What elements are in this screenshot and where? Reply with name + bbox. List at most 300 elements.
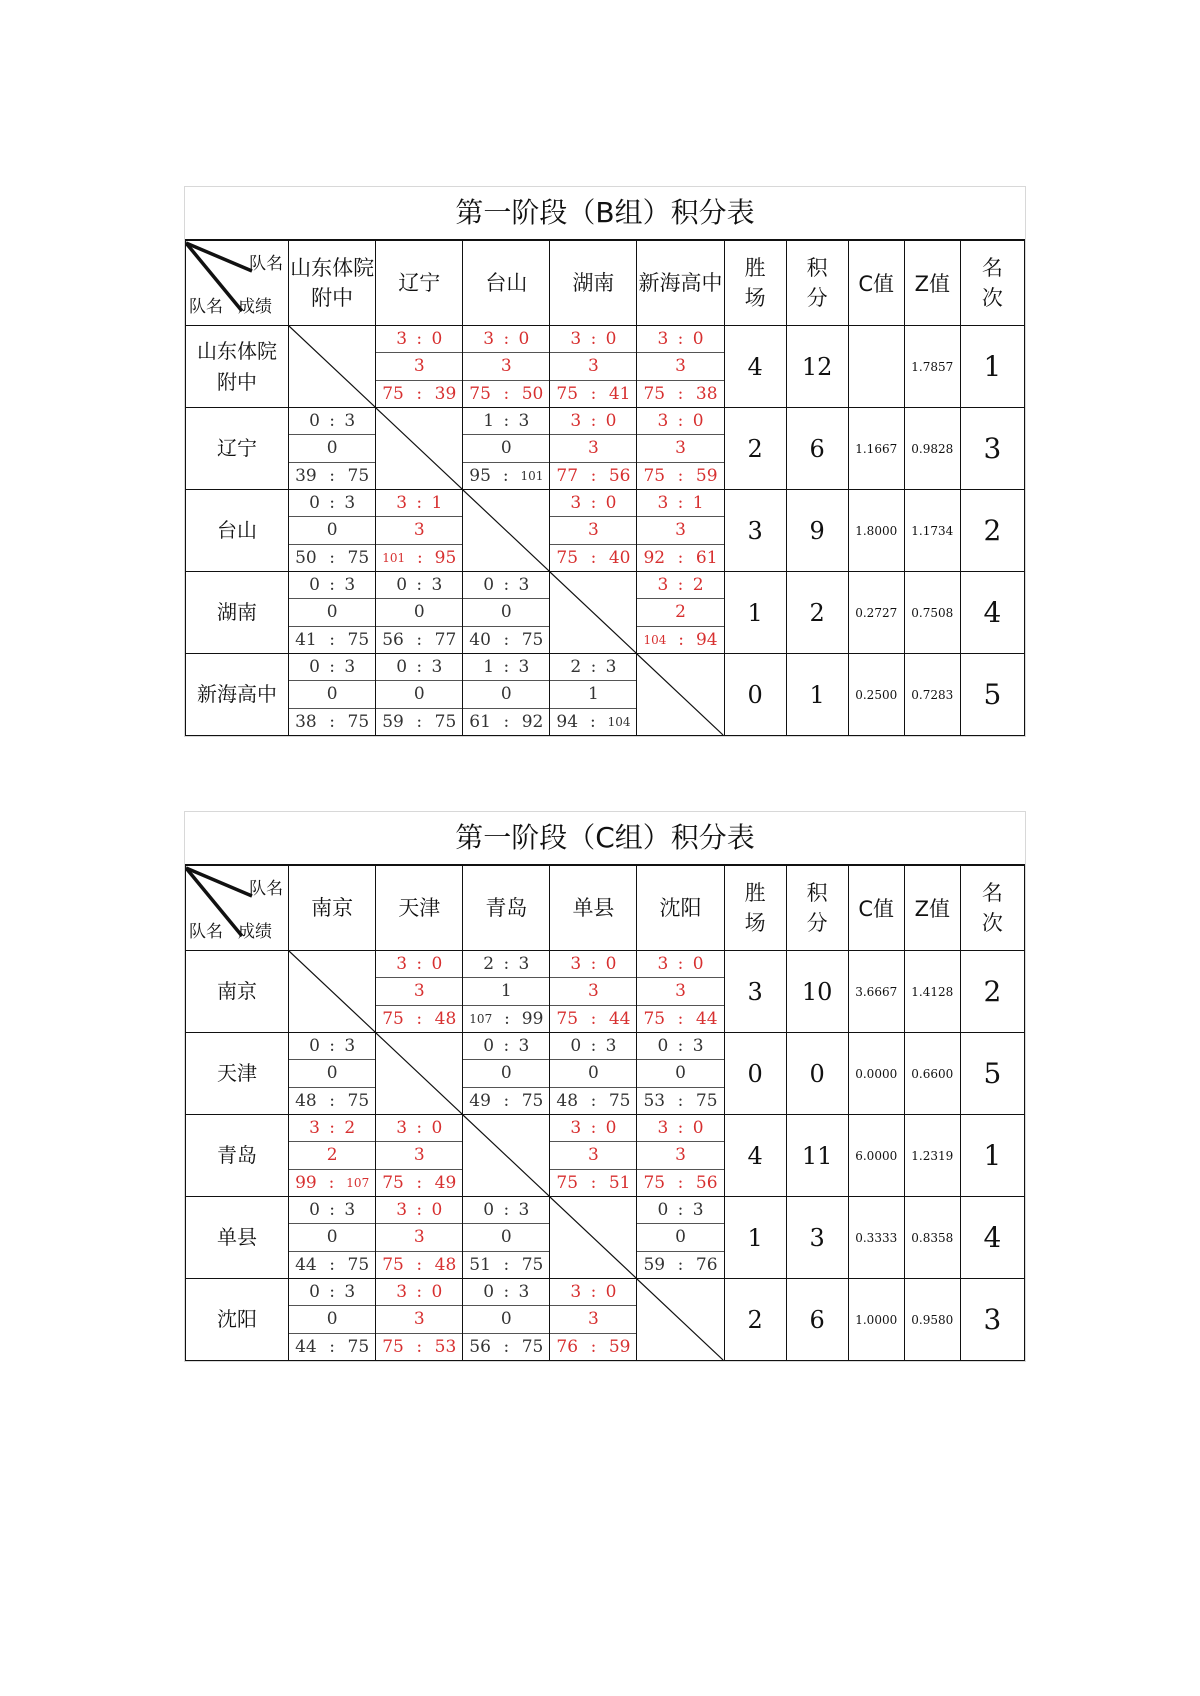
point-score-opp: 94: [695, 629, 718, 650]
match-result-cell: [463, 1279, 550, 1361]
set-score-own: 3: [396, 1282, 408, 1303]
point-score-colon: :: [677, 547, 684, 568]
point-score-colon: :: [590, 1172, 597, 1193]
rank-value: 1: [960, 1115, 1024, 1197]
set-score: [463, 951, 549, 978]
set-score-own: 3: [570, 954, 582, 975]
set-score-opp: 0: [605, 493, 617, 514]
header-row: [186, 866, 1025, 951]
set-score-own: 0: [309, 1200, 320, 1221]
cval-value: 0.2727: [848, 572, 904, 654]
match-points: 3: [637, 435, 723, 462]
rank-value: 1: [960, 326, 1024, 408]
table-row: [186, 408, 1025, 490]
set-score-colon: :: [677, 1200, 684, 1221]
match-result-stack: [376, 572, 462, 653]
rank-value: 4: [960, 1197, 1024, 1279]
set-score-colon: :: [677, 575, 684, 596]
set-score-colon: :: [590, 329, 597, 350]
standings-table: [185, 865, 1025, 1361]
point-score: [376, 627, 462, 653]
set-score-opp: 0: [518, 329, 530, 350]
point-score-opp: 92: [521, 711, 544, 732]
point-score-colon: :: [329, 465, 336, 486]
point-score-own: 92: [643, 547, 666, 568]
set-score: [463, 572, 549, 599]
set-score: [550, 951, 636, 978]
match-points: 0: [463, 599, 549, 626]
point-score-own: 56: [469, 1336, 491, 1357]
point-score: [637, 381, 723, 407]
match-result-stack: [463, 408, 549, 489]
point-score-own: 56: [382, 629, 404, 650]
match-points: 0: [463, 1060, 549, 1087]
point-score-own: 75: [382, 1336, 404, 1357]
point-score-own: 75: [556, 547, 579, 568]
column-header-team: [550, 241, 637, 326]
point-score-opp: 75: [347, 1254, 370, 1275]
set-score: [376, 1115, 462, 1142]
set-score-own: 3: [657, 954, 669, 975]
set-score-opp: 0: [692, 411, 704, 432]
point-score-colon: :: [504, 1008, 510, 1029]
set-score-own: 3: [657, 411, 669, 432]
point-score-colon: :: [590, 383, 597, 404]
set-score: [463, 326, 549, 353]
point-score-colon: :: [677, 1008, 684, 1029]
row-team-name: [186, 951, 289, 1033]
match-result-cell: [550, 1115, 637, 1197]
set-score-opp: 3: [344, 1200, 356, 1221]
set-score-colon: :: [503, 411, 510, 432]
point-score-own: 75: [556, 383, 579, 404]
set-score-own: 0: [309, 575, 320, 596]
row-team-name: [186, 654, 289, 736]
point-score-opp: 75: [347, 629, 370, 650]
set-score-opp: 0: [605, 1282, 617, 1303]
points-value: 9: [786, 490, 848, 572]
set-score: [376, 951, 462, 978]
set-score-own: 2: [483, 954, 495, 975]
diagonal-line: [637, 1279, 723, 1360]
cval-value: 1.1667: [848, 408, 904, 490]
column-header-rank-line2: 次: [981, 286, 1003, 310]
match-result-stack: [637, 572, 723, 653]
row-team-line1: 沈阳: [217, 1307, 258, 1331]
cval-value: 6.0000: [848, 1115, 904, 1197]
match-points: 1: [550, 681, 636, 708]
self-match-cell: [550, 1197, 637, 1279]
set-score-colon: :: [329, 575, 336, 596]
point-score-opp: 75: [347, 1336, 370, 1357]
set-score: [550, 1279, 636, 1306]
corner-header: [186, 241, 289, 326]
column-header-line1: 辽宁: [398, 271, 441, 295]
point-score-colon: :: [502, 465, 509, 486]
table-row: [186, 654, 1025, 736]
wins-value: 2: [724, 1279, 786, 1361]
set-score: [550, 490, 636, 517]
point-score-opp: 104: [607, 714, 631, 729]
row-team-name: [186, 408, 289, 490]
match-result-stack: [550, 1033, 636, 1114]
point-score-opp: 75: [347, 1090, 370, 1111]
table-row: [186, 1033, 1025, 1115]
point-score-colon: :: [503, 711, 510, 732]
match-result-cell: [637, 572, 724, 654]
column-header-wins: [724, 241, 786, 326]
set-score-opp: 3: [605, 1036, 617, 1057]
point-score-colon: :: [416, 1008, 423, 1029]
column-header-points-line1: 积: [806, 881, 828, 905]
row-team-line1: 南京: [217, 979, 258, 1003]
set-score: [289, 1279, 375, 1306]
diagonal-line: [289, 951, 375, 1032]
set-score-own: 3: [657, 1118, 669, 1139]
point-score-own: 75: [556, 1172, 579, 1193]
point-score: [463, 627, 549, 653]
set-score-own: 3: [570, 493, 582, 514]
point-score: [463, 709, 549, 735]
column-header-team: [463, 866, 550, 951]
point-score-colon: :: [416, 1254, 423, 1275]
set-score-opp: 0: [692, 1118, 704, 1139]
match-result-cell: [376, 326, 463, 408]
set-score-own: 0: [657, 1200, 669, 1221]
wins-value: 3: [724, 490, 786, 572]
point-score-own: 39: [295, 465, 317, 486]
row-team-line1: 新海高中: [197, 682, 278, 706]
cval-value: 0.3333: [848, 1197, 904, 1279]
point-score-opp: 75: [521, 1254, 544, 1275]
match-points: 0: [376, 681, 462, 708]
set-score-colon: :: [329, 411, 336, 432]
match-result-cell: [289, 408, 376, 490]
set-score-colon: :: [503, 1282, 510, 1303]
row-team-line2: 附中: [217, 369, 258, 394]
set-score-own: 0: [483, 1282, 495, 1303]
point-score-own: 75: [469, 383, 491, 404]
point-score-opp: 44: [608, 1008, 631, 1029]
column-header-line1: 单县: [572, 896, 615, 920]
set-score-own: 0: [483, 1036, 495, 1057]
match-points: 3: [376, 978, 462, 1005]
match-result-cell: [376, 951, 463, 1033]
match-result-stack: [463, 572, 549, 653]
set-score-own: 3: [396, 329, 408, 350]
point-score-colon: :: [329, 547, 336, 568]
diagonal-line: [550, 572, 636, 653]
point-score-opp: 99: [521, 1008, 544, 1029]
point-score: [550, 463, 636, 489]
zval-value: 0.9580: [904, 1279, 960, 1361]
set-score-own: 3: [657, 493, 669, 514]
set-score-own: 3: [483, 329, 495, 350]
rank-value: 2: [960, 490, 1024, 572]
point-score-opp: 50: [521, 383, 544, 404]
wins-value: 3: [724, 951, 786, 1033]
set-score-opp: 3: [431, 657, 443, 678]
match-result-stack: [376, 490, 462, 571]
set-score-colon: :: [677, 493, 684, 514]
match-points: 0: [376, 599, 462, 626]
match-result-stack: [376, 951, 462, 1032]
set-score-own: 3: [657, 329, 669, 350]
set-score-opp: 0: [605, 954, 617, 975]
rank-value: 5: [960, 1033, 1024, 1115]
cval-value: 1.8000: [848, 490, 904, 572]
point-score-own: 53: [643, 1090, 666, 1111]
match-result-stack: [463, 326, 549, 407]
point-score-own: 75: [643, 1172, 666, 1193]
row-team-name: [186, 490, 289, 572]
match-result-cell: [550, 1033, 637, 1115]
column-header-wins: [724, 866, 786, 951]
cval-value: 3.6667: [848, 951, 904, 1033]
column-header-points-line1: 积: [806, 256, 828, 280]
self-match-cell: [463, 1115, 550, 1197]
point-score-colon: :: [677, 1090, 684, 1111]
set-score-opp: 3: [518, 411, 530, 432]
set-score-opp: 3: [344, 575, 356, 596]
column-header-points: [786, 241, 848, 326]
match-points: 2: [289, 1142, 375, 1169]
self-match-cell: [637, 1279, 724, 1361]
match-points: 0: [289, 517, 375, 544]
column-header-wins-line2: 场: [744, 911, 766, 935]
corner-team-label: 队名: [249, 254, 284, 274]
table-row: [186, 572, 1025, 654]
set-score-opp: 3: [344, 411, 356, 432]
point-score-opp: 75: [608, 1090, 631, 1111]
set-score-colon: :: [416, 1282, 423, 1303]
table-row: [186, 951, 1025, 1033]
row-team-name: [186, 1033, 289, 1115]
set-score-colon: :: [677, 1118, 684, 1139]
match-points: 3: [637, 517, 723, 544]
set-score-colon: :: [590, 493, 597, 514]
point-score-opp: 41: [608, 383, 631, 404]
point-score-opp: 75: [434, 711, 457, 732]
set-score-colon: :: [503, 1200, 510, 1221]
set-score-opp: 0: [605, 1118, 617, 1139]
match-points: 0: [289, 1224, 375, 1251]
set-score: [637, 572, 723, 599]
row-team-line1: 天津: [217, 1061, 258, 1085]
standings-sheet-group-b: [184, 186, 1026, 737]
point-score-opp: 75: [347, 711, 370, 732]
match-result-cell: [637, 1033, 724, 1115]
column-header-line1: 新海高中: [638, 271, 723, 295]
point-score-colon: :: [677, 1254, 684, 1275]
set-score-colon: :: [416, 329, 423, 350]
column-header-team: [289, 866, 376, 951]
point-score-own: 41: [295, 629, 317, 650]
column-header-points-line2: 分: [806, 911, 828, 935]
table-title: 第一阶段（B组）积分表: [185, 187, 1025, 240]
match-result-stack: [550, 1115, 636, 1196]
match-result-stack: [637, 1033, 723, 1114]
set-score-colon: :: [329, 1118, 336, 1139]
set-score-own: 3: [396, 1118, 408, 1139]
set-score: [463, 654, 549, 681]
point-score: [289, 1170, 375, 1196]
header-row: [186, 241, 1025, 326]
set-score-own: 0: [570, 1036, 582, 1057]
rank-value: 2: [960, 951, 1024, 1033]
match-result-cell: [463, 408, 550, 490]
match-points: 0: [289, 1306, 375, 1333]
set-score: [463, 1197, 549, 1224]
corner-result-label: 成绩: [238, 922, 272, 942]
column-header-rank-line1: 名: [981, 881, 1003, 905]
standings-sheet-group-c: [184, 811, 1026, 1362]
set-score-colon: :: [503, 657, 510, 678]
match-points: 3: [376, 517, 462, 544]
match-points: 0: [289, 681, 375, 708]
set-score-colon: :: [416, 954, 423, 975]
set-score-colon: :: [677, 411, 684, 432]
set-score: [637, 1115, 723, 1142]
match-result-cell: [289, 1197, 376, 1279]
set-score-opp: 3: [344, 657, 356, 678]
set-score-own: 3: [570, 329, 582, 350]
zval-value: 1.4128: [904, 951, 960, 1033]
point-score-own: 50: [295, 547, 317, 568]
column-header-team: [376, 866, 463, 951]
points-value: 6: [786, 1279, 848, 1361]
column-header-cval: C值: [848, 866, 904, 951]
match-result-cell: [376, 490, 463, 572]
set-score-opp: 3: [605, 657, 617, 678]
match-points: 0: [289, 599, 375, 626]
points-value: 2: [786, 572, 848, 654]
match-points: 3: [550, 353, 636, 380]
point-score-colon: :: [590, 1336, 597, 1357]
match-result-stack: [463, 1279, 549, 1360]
column-header-zval: Z值: [904, 866, 960, 951]
match-result-cell: [550, 1279, 637, 1361]
set-score: [376, 572, 462, 599]
set-score: [376, 490, 462, 517]
point-score-colon: :: [590, 547, 597, 568]
table-row: [186, 1115, 1025, 1197]
match-points: 3: [550, 435, 636, 462]
match-result-stack: [376, 1115, 462, 1196]
set-score-opp: 0: [431, 954, 443, 975]
point-score-colon: :: [416, 383, 423, 404]
point-score-opp: 51: [608, 1172, 631, 1193]
match-result-cell: [289, 1033, 376, 1115]
match-result-stack: [637, 326, 723, 407]
point-score: [376, 1170, 462, 1196]
point-score-opp: 40: [608, 547, 631, 568]
set-score-own: 0: [309, 493, 320, 514]
match-points: 0: [550, 1060, 636, 1087]
match-result-stack: [463, 951, 549, 1032]
set-score: [637, 326, 723, 353]
match-result-cell: [463, 326, 550, 408]
point-score-colon: :: [416, 629, 423, 650]
point-score: [463, 463, 549, 489]
match-result-stack: [637, 1115, 723, 1196]
match-points: 3: [376, 353, 462, 380]
row-team-name: [186, 326, 289, 408]
point-score-own: 75: [643, 383, 666, 404]
zval-value: 1.1734: [904, 490, 960, 572]
match-result-stack: [637, 951, 723, 1032]
points-value: 11: [786, 1115, 848, 1197]
set-score-colon: :: [416, 493, 423, 514]
match-points: 3: [637, 1142, 723, 1169]
table-row: [186, 1197, 1025, 1279]
match-result-stack: [376, 1197, 462, 1278]
match-result-stack: [289, 1197, 375, 1278]
match-result-cell: [463, 1033, 550, 1115]
cval-value: 1.0000: [848, 1279, 904, 1361]
point-score-own: 107: [469, 1011, 493, 1026]
set-score: [550, 408, 636, 435]
match-points: 3: [550, 517, 636, 544]
set-score: [637, 408, 723, 435]
point-score: [550, 545, 636, 571]
set-score: [289, 1115, 375, 1142]
point-score-opp: 95: [434, 547, 457, 568]
point-score-opp: 56: [695, 1172, 718, 1193]
set-score-opp: 0: [431, 329, 443, 350]
match-result-cell: [637, 951, 724, 1033]
set-score-opp: 1: [692, 493, 704, 514]
column-header-team: [550, 866, 637, 951]
set-score-opp: 0: [431, 1282, 443, 1303]
zval-value: 0.7508: [904, 572, 960, 654]
point-score-own: 38: [295, 711, 317, 732]
match-points: 0: [637, 1224, 723, 1251]
row-team-line1: 青岛: [217, 1143, 258, 1167]
set-score-opp: 3: [344, 1036, 356, 1057]
column-header-team: [463, 241, 550, 326]
set-score-colon: :: [329, 1282, 336, 1303]
set-score-own: 3: [570, 411, 582, 432]
point-score-colon: :: [590, 1008, 597, 1029]
rank-value: 5: [960, 654, 1024, 736]
row-team-name: [186, 1115, 289, 1197]
point-score-opp: 75: [521, 1090, 544, 1111]
match-result-stack: [463, 1197, 549, 1278]
match-result-cell: [550, 951, 637, 1033]
match-result-stack: [550, 1279, 636, 1360]
self-match-cell: [376, 1033, 463, 1115]
cval-value: 0.0000: [848, 1033, 904, 1115]
match-points: 2: [637, 599, 723, 626]
set-score-opp: 1: [431, 493, 443, 514]
point-score-colon: :: [503, 629, 510, 650]
match-result-cell: [463, 572, 550, 654]
zval-value: 0.7283: [904, 654, 960, 736]
row-team-line1: 湖南: [217, 600, 258, 624]
point-score: [637, 1006, 723, 1032]
set-score-colon: :: [416, 1200, 423, 1221]
point-score-own: 51: [469, 1254, 491, 1275]
column-header-line1: 湖南: [572, 271, 615, 295]
set-score: [550, 1115, 636, 1142]
point-score-opp: 75: [347, 547, 370, 568]
point-score: [637, 1252, 723, 1278]
point-score-colon: :: [329, 1254, 336, 1275]
set-score-colon: :: [590, 954, 597, 975]
match-result-stack: [376, 1279, 462, 1360]
point-score: [637, 545, 723, 571]
